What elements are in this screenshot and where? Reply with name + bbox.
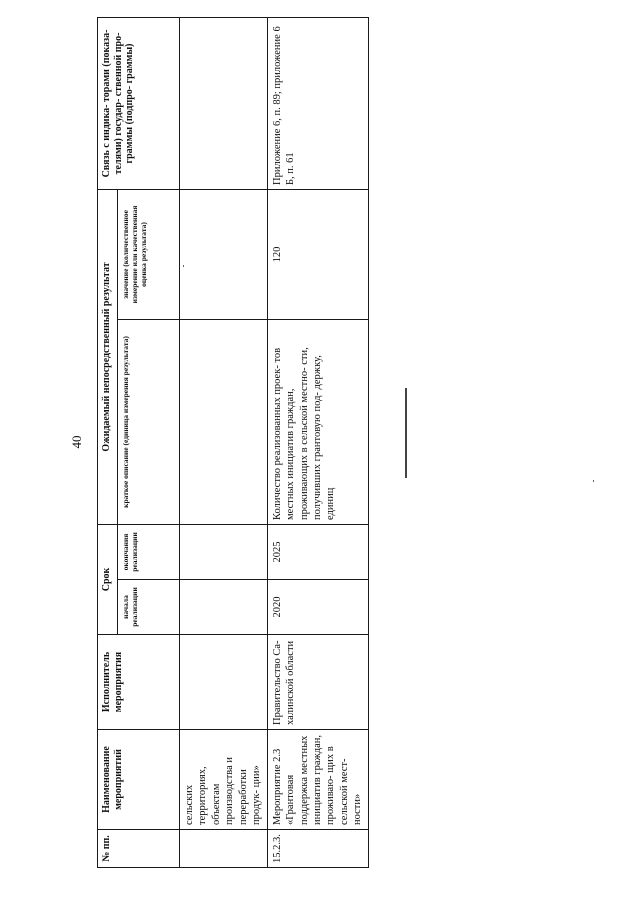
header-term: Срок [98, 524, 118, 634]
table-row [267, 17, 368, 867]
end-separator-line [405, 388, 407, 478]
table-row [180, 17, 268, 867]
header-row-1 [98, 17, 118, 867]
cell-name: сельских территориях, объектам производства и переработки продук- ции» [180, 730, 268, 830]
header-term-end: окончания реализации [118, 524, 180, 579]
scan-speck [593, 480, 594, 482]
header-result-value: значение (количественное измерение или качественная оценка результата) [118, 189, 180, 319]
header-link: Связь с индика- торами (показа- телями) государ- ственной про- граммы (подпро- граммы) [98, 17, 180, 189]
cell-num [180, 830, 268, 868]
cell-value: 120 [267, 189, 368, 319]
header-num: № пп. [98, 830, 180, 868]
header-term-start: начала реализации [118, 580, 180, 635]
header-result-desc: краткое описание (единица измерения результата) [118, 319, 180, 524]
cell-name: Мероприятие 2.3 «Грантовая поддержка местных инициатив граждан, проживаю- щих в сельской мест- ности» [267, 730, 368, 830]
cell-executor: Правительство Са- халинской области [267, 635, 368, 730]
header-result: Ожидаемый непосредственный результат [98, 189, 118, 524]
page-number: 40 [69, 435, 84, 449]
rotated-table-container [97, 18, 364, 868]
cell-value [180, 189, 268, 319]
scan-speck [183, 265, 184, 267]
header-name: Наименование мероприятий [98, 730, 180, 830]
activities-table [97, 17, 369, 868]
cell-end: 2025 [267, 524, 368, 579]
cell-link: Приложение 6, п. 89; приложение 6 Б, п. 61 [267, 17, 368, 189]
cell-start: 2020 [267, 580, 368, 635]
cell-num: 15.2.3. [267, 830, 368, 868]
cell-end [180, 524, 268, 579]
cell-executor [180, 635, 268, 730]
cell-desc: Количество реализованных проек- тов местных инициатив граждан, проживающих в сельской местно- сти, получивших грантовую под- держку, единиц [267, 319, 368, 524]
cell-link [180, 17, 268, 189]
header-executor: Исполнитель мероприятия [98, 635, 180, 730]
cell-start [180, 580, 268, 635]
cell-desc [180, 319, 268, 524]
